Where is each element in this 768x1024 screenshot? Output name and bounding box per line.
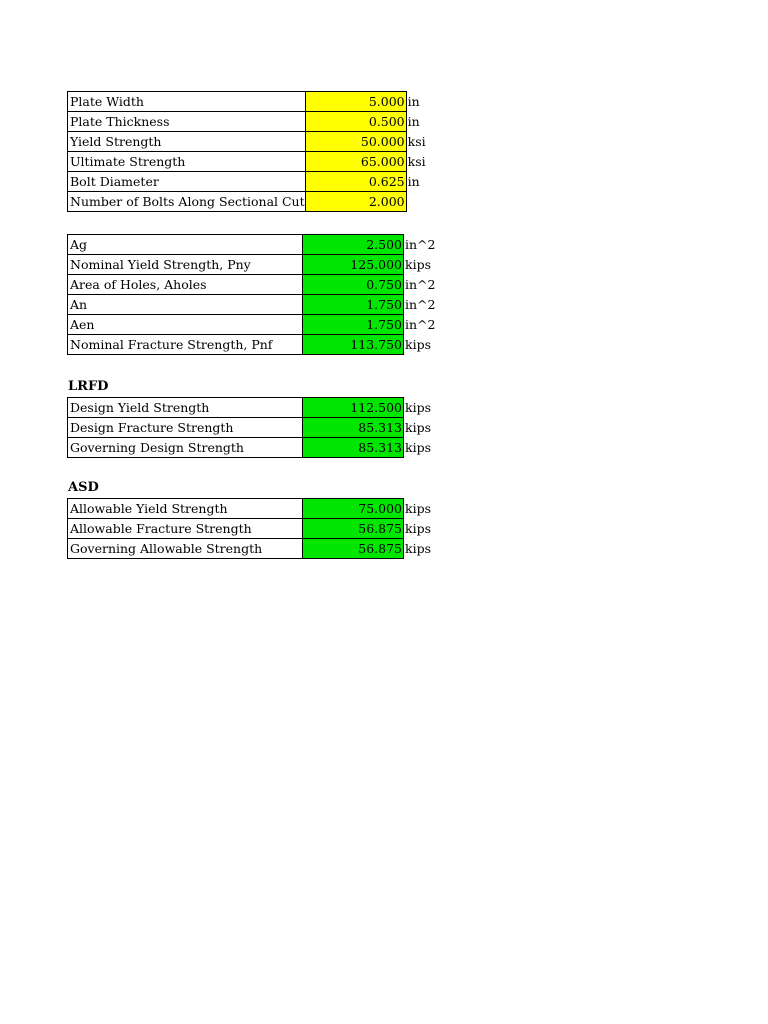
inputs-table <box>67 91 449 212</box>
table-row <box>68 255 446 275</box>
table-row <box>68 539 446 559</box>
asd-value-cell: 56.875 <box>303 519 404 539</box>
input-label: Plate Thickness <box>68 112 306 132</box>
asd-label: Governing Allowable Strength <box>68 539 303 559</box>
calc-value-cell: 2.500 <box>303 235 404 255</box>
asd-value-cell: 75.000 <box>303 499 404 519</box>
inputs-block <box>67 91 449 212</box>
input-label: Ultimate Strength <box>68 152 306 172</box>
table-row <box>68 398 446 418</box>
input-value-cell[interactable]: 50.000 <box>305 132 406 152</box>
table-row <box>68 235 446 255</box>
table-row <box>68 112 449 132</box>
table-row <box>68 92 449 112</box>
unit-label: ksi <box>407 154 426 169</box>
table-row <box>68 275 446 295</box>
asd-heading: ASD <box>68 480 99 495</box>
table-row <box>68 172 449 192</box>
unit-label: kips <box>405 257 431 272</box>
lrfd-value-cell: 85.313 <box>303 438 404 458</box>
input-value-cell[interactable]: 65.000 <box>305 152 406 172</box>
lrfd-block <box>67 397 446 458</box>
table-row <box>68 132 449 152</box>
calculations-block <box>67 234 446 355</box>
table-row <box>68 418 446 438</box>
unit-label: kips <box>405 501 431 516</box>
unit-label: kips <box>405 521 431 536</box>
unit-label <box>406 192 448 212</box>
table-row <box>68 438 446 458</box>
calc-value-cell: 1.750 <box>303 315 404 335</box>
unit-label: in^2 <box>405 297 436 312</box>
input-label: Yield Strength <box>68 132 306 152</box>
table-row <box>68 295 446 315</box>
lrfd-heading: LRFD <box>68 379 109 394</box>
calculations-table <box>67 234 446 355</box>
calc-label: Aen <box>68 315 303 335</box>
unit-label: in^2 <box>405 317 436 332</box>
table-row <box>68 499 446 519</box>
lrfd-value-cell: 85.313 <box>303 418 404 438</box>
unit-label: kips <box>405 337 431 352</box>
table-row <box>68 192 449 212</box>
unit-label: in^2 <box>405 277 436 292</box>
unit-label: kips <box>405 400 431 415</box>
lrfd-label: Governing Design Strength <box>68 438 303 458</box>
unit-label: in <box>407 174 420 189</box>
unit-label: in <box>407 94 420 109</box>
calc-label: Nominal Fracture Strength, Pnf <box>68 335 303 355</box>
lrfd-label: Design Fracture Strength <box>68 418 303 438</box>
input-value-cell[interactable]: 5.000 <box>305 92 406 112</box>
table-row <box>68 152 449 172</box>
calc-value-cell: 0.750 <box>303 275 404 295</box>
calc-value-cell: 125.000 <box>303 255 404 275</box>
calc-label: An <box>68 295 303 315</box>
lrfd-table <box>67 397 446 458</box>
table-row <box>68 315 446 335</box>
table-row <box>68 519 446 539</box>
input-value-cell[interactable]: 0.625 <box>305 172 406 192</box>
calc-label: Nominal Yield Strength, Pny <box>68 255 303 275</box>
asd-label: Allowable Yield Strength <box>68 499 303 519</box>
table-row <box>68 335 446 355</box>
lrfd-value-cell: 112.500 <box>303 398 404 418</box>
calc-value-cell: 113.750 <box>303 335 404 355</box>
unit-label: kips <box>405 420 431 435</box>
unit-label: in^2 <box>405 237 436 252</box>
calc-value-cell: 1.750 <box>303 295 404 315</box>
unit-label: kips <box>405 541 431 556</box>
asd-value-cell: 56.875 <box>303 539 404 559</box>
input-label: Bolt Diameter <box>68 172 306 192</box>
asd-table <box>67 498 446 559</box>
unit-label: ksi <box>407 134 426 149</box>
unit-label: kips <box>405 440 431 455</box>
lrfd-label: Design Yield Strength <box>68 398 303 418</box>
calc-label: Ag <box>68 235 303 255</box>
asd-label: Allowable Fracture Strength <box>68 519 303 539</box>
input-label: Plate Width <box>68 92 306 112</box>
input-label: Number of Bolts Along Sectional Cut <box>68 192 306 212</box>
calc-label: Area of Holes, Aholes <box>68 275 303 295</box>
asd-block <box>67 498 446 559</box>
unit-label: in <box>407 114 420 129</box>
input-value-cell[interactable]: 2.000 <box>305 192 406 212</box>
input-value-cell[interactable]: 0.500 <box>305 112 406 132</box>
